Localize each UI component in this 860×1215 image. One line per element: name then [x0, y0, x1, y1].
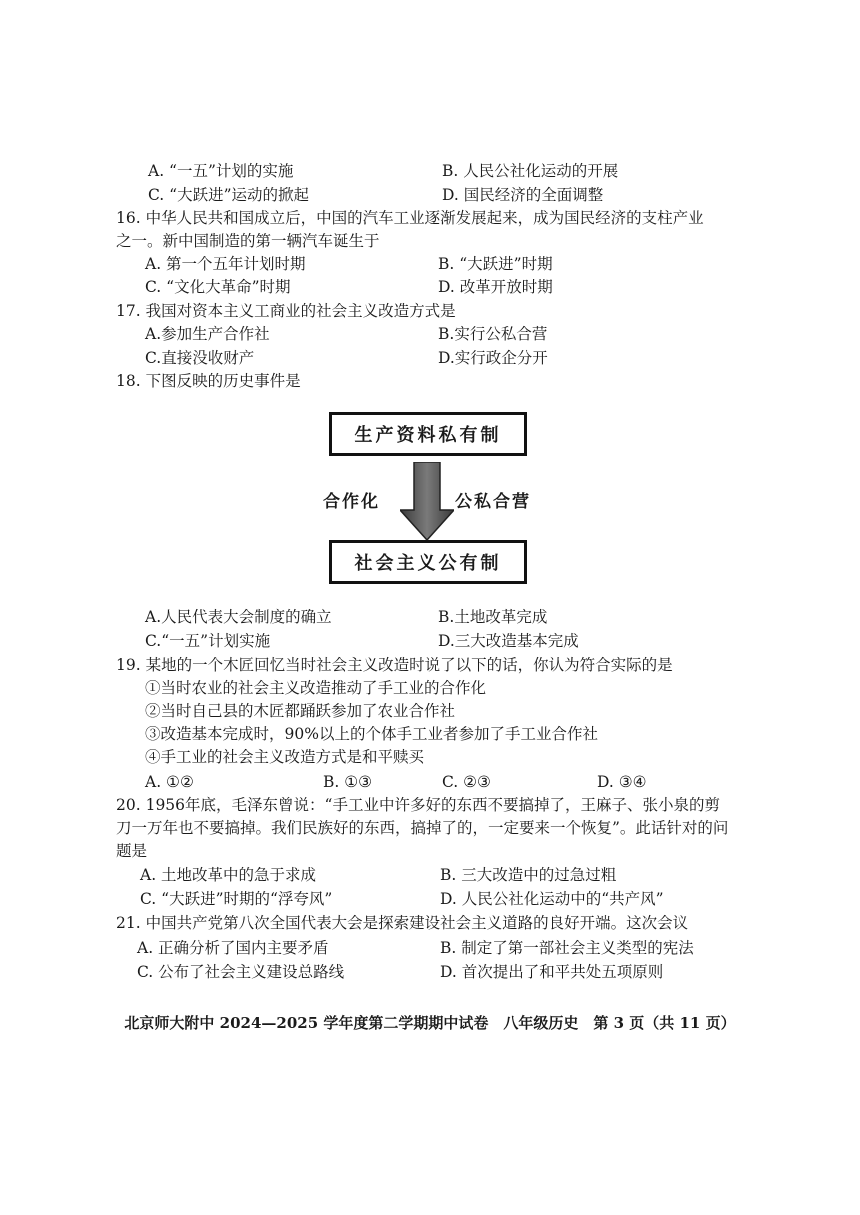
q21-option-c: C. 公布了社会主义建设总路线: [137, 963, 345, 981]
q21-option-b: B. 制定了第一部社会主义类型的宪法: [440, 939, 694, 957]
q18-option-c: C.“一五”计划实施: [145, 632, 271, 650]
diagram-label-cooperation: 合作化: [323, 492, 380, 512]
diagram-label-joint-state-private: 公私合营: [455, 492, 531, 512]
ownership-transformation-diagram: [318, 400, 548, 595]
q17-option-b: B.实行公私合营: [438, 325, 548, 343]
q18-option-a: A.人民代表大会制度的确立: [145, 608, 332, 626]
q21-option-d: D. 首次提出了和平共处五项原则: [440, 963, 664, 981]
q17-option-c: C.直接没收财产: [145, 349, 255, 367]
q18-option-b: B.土地改革完成: [438, 608, 548, 626]
q16-option-b: B. “大跃进”时期: [438, 255, 553, 273]
q20-option-d: D. 人民公社化运动中的“共产风”: [440, 890, 664, 908]
q20-stem-line1: 20. 1956年底，毛泽东曾说：“手工业中许多好的东西不要搞掉了，王麻子、张小泉的剪: [116, 796, 720, 814]
q15-option-b: B. 人民公社化运动的开展: [442, 162, 619, 180]
q18-stem: 18. 下图反映的历史事件是: [116, 372, 301, 390]
q17-stem: 17. 我国对资本主义工商业的社会主义改造方式是: [116, 302, 456, 320]
q15-option-d: D. 国民经济的全面调整: [442, 186, 604, 204]
q19-option-c: C. ②③: [442, 773, 491, 791]
q20-option-b: B. 三大改造中的过急过粗: [440, 866, 617, 884]
diagram-box-public-ownership: 社会主义公有制: [329, 540, 527, 584]
q21-option-a: A. 正确分析了国内主要矛盾: [137, 939, 329, 957]
q17-option-d: D.实行政企分开: [438, 349, 548, 367]
q21-stem: 21. 中国共产党第八次全国代表大会是探索建设社会主义道路的良好开端。这次会议: [116, 914, 689, 932]
q19-option-a: A. ①②: [145, 773, 194, 791]
q16-option-a: A. 第一个五年计划时期: [145, 255, 306, 273]
q16-stem-line1: 16. 中华人民共和国成立后，中国的汽车工业逐渐发展起来，成为国民经济的支柱产业: [116, 209, 704, 227]
q16-option-c: C. “文化大革命”时期: [145, 278, 291, 296]
q19-statement-2: ②当时自己县的木匠都踊跃参加了农业合作社: [145, 702, 456, 720]
q20-stem-line3: 题是: [116, 842, 148, 860]
q15-option-c: C. “大跃进”运动的掀起: [148, 186, 310, 204]
q20-stem-line2: 刀一万年也不要搞掉。我们民族好的东西，搞掉了的，一定要来一个恢复”。此话针对的问: [116, 819, 729, 837]
q16-option-d: D. 改革开放时期: [438, 278, 553, 296]
q19-stem: 19. 某地的一个木匠回忆当时社会主义改造时说了以下的话，你认为符合实际的是: [116, 656, 673, 674]
q20-option-c: C. “大跃进”时期的“浮夸风”: [140, 890, 333, 908]
q19-statement-3: ③改造基本完成时，90%以上的个体手工业者参加了手工业合作社: [145, 725, 598, 743]
down-arrow-icon: [400, 462, 454, 540]
q15-option-a: A. “一五”计划的实施: [148, 162, 294, 180]
q20-option-a: A. 土地改革中的急于求成: [140, 866, 317, 884]
q19-statement-1: ①当时农业的社会主义改造推动了手工业的合作化: [145, 679, 487, 697]
q16-stem-line2: 之一。新中国制造的第一辆汽车诞生于: [116, 232, 380, 250]
q18-option-d: D.三大改造基本完成: [438, 632, 579, 650]
q19-statement-4: ④手工业的社会主义改造方式是和平赎买: [145, 748, 425, 766]
diagram-box-private-ownership: 生产资料私有制: [329, 412, 527, 456]
q17-option-a: A.参加生产合作社: [145, 325, 270, 343]
page-footer: 北京师大附中 2024—2025 学年度第二学期期中试卷 八年级历史 第 3 页（共 11 页）: [124, 1014, 736, 1032]
q19-option-d: D. ③④: [597, 773, 647, 791]
q19-option-b: B. ①③: [323, 773, 373, 791]
